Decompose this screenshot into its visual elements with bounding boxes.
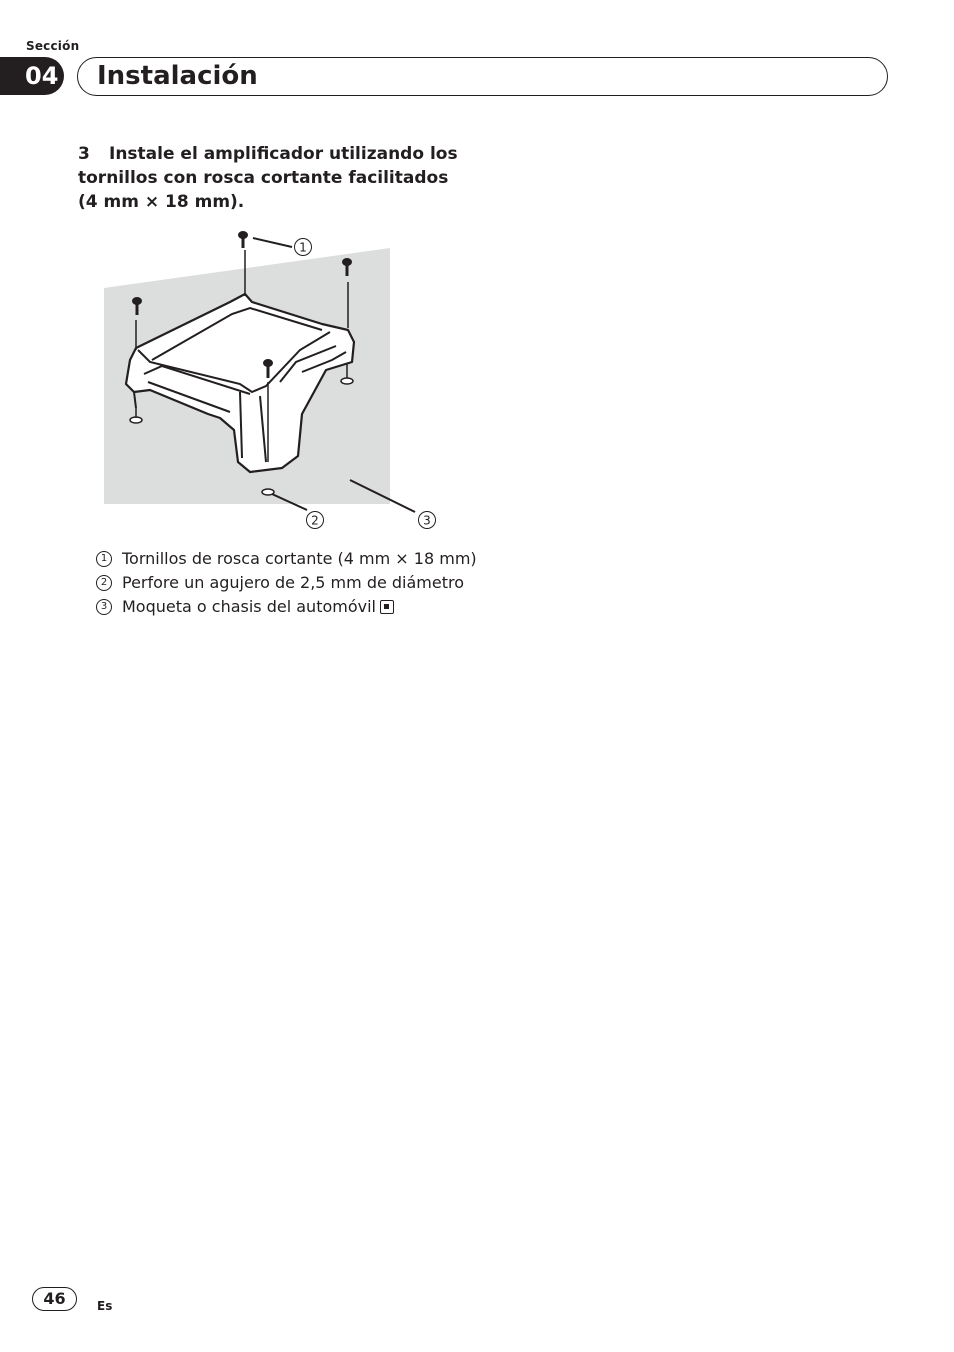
page-number: 46 <box>32 1287 77 1311</box>
step-instruction <box>78 142 458 214</box>
callout-2 <box>307 512 324 529</box>
end-of-section-icon <box>380 600 394 614</box>
step-number: 3 <box>78 144 90 164</box>
callout-3-label: 3 <box>423 513 431 528</box>
legend-text: Tornillos de rosca cortante (4 mm × 18 mm) <box>122 549 477 568</box>
page-title: Instalación <box>97 61 258 91</box>
callout-1 <box>295 239 312 256</box>
section-label: Sección <box>26 39 80 53</box>
legend-text: Perfore un agujero de 2,5 mm de diámetro <box>122 573 465 592</box>
legend-text: Moqueta o chasis del automóvil <box>122 597 376 616</box>
callout-1-label: 1 <box>299 240 307 255</box>
callout-2-label: 2 <box>311 513 319 528</box>
legend-item <box>96 595 477 619</box>
language-code: Es <box>97 1299 113 1313</box>
legend-number: 2 <box>96 575 112 591</box>
legend-number: 1 <box>96 551 112 567</box>
amplifier-installation-illustration <box>90 222 460 537</box>
legend-item <box>96 571 477 595</box>
figure-legend <box>96 547 477 619</box>
legend-item <box>96 547 477 571</box>
legend-number: 3 <box>96 599 112 615</box>
step-text: Instale el amplificador utilizando los tornillos con rosca cortante facilitados (4 mm × 18 mm). <box>78 144 458 212</box>
callout-3 <box>419 512 436 529</box>
section-number-tab: 04 <box>0 57 64 95</box>
